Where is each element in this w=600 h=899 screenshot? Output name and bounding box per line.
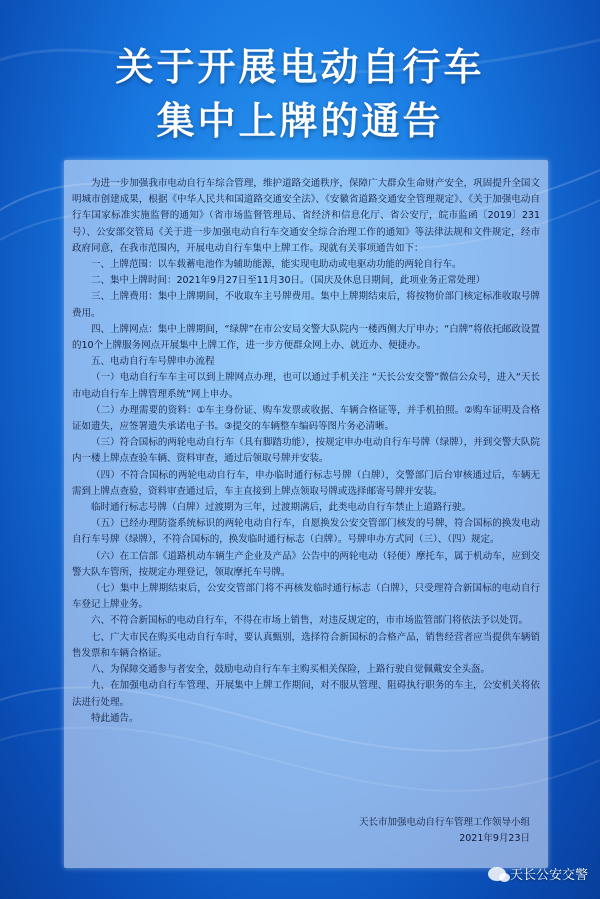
wechat-icon <box>488 867 506 881</box>
paragraph: （六）在工信部《道路机动车辆生产企业及产品》公告中的两轮电动（轻便）摩托车，属于机动车，应到交警大队车管所，按规定办理登记，领取摩托车号牌。 <box>72 550 540 578</box>
paragraph: 二、集中上牌时间：2021年9月27日至11月30日。（国庆及休息日期间，此项业务正常处理） <box>91 275 486 287</box>
paragraph: （四）不符合国标的两轮电动自行车，申办临时通行标志号牌（白牌），交警部门后台审核通过后，车辆无需到上牌点查验，资料审查通过后，车主直接到上牌点领取号牌或选择邮寄号牌并安装。 <box>72 469 540 497</box>
watermark-text: 天长公安交警 <box>509 868 588 883</box>
paragraph: （三）符合国标的两轮电动自行车（具有脚踏功能），按规定申办电动自行车号牌（绿牌），并到交警大队院内一楼上牌点查验车辆、资料审查，通过后领取号牌并安装。 <box>72 437 540 465</box>
paragraph: 临时通行标志号牌（白牌）过渡期为三年，过渡期满后，此类电动自行车禁止上道路行驶。 <box>91 502 472 514</box>
paragraph: 三、上牌费用：集中上牌期间，不收取车主号牌费用。集中上牌期结束后，将按物价部门核定标准收取号牌费用。 <box>72 291 540 319</box>
paragraph: 九、在加强电动自行车管理、开展集中上牌工作期间，对不服从管理、阻碍执行职务的车主，公安机关将依法进行处理。 <box>72 680 540 708</box>
page-title <box>0 40 600 148</box>
paragraph: 六、不符合新国标的电动自行车，不得在市场上销售，对违反规定的，市市场监管部门将依法予以处罚。 <box>91 615 529 627</box>
watermark <box>488 864 588 883</box>
title-line-2: 集中上牌的通告 <box>156 99 444 143</box>
paragraph: （五）已经办理防盗系统标识的两轮电动自行车，自愿换发公安交管部门核发的号牌，符合国标的换发电动自行车号牌（绿牌），不符合国标的，换发临时通行标志（白牌）。号牌申办方式同（三）、（四）规定。 <box>72 518 540 546</box>
paragraph: （二）办理需要的资料：①车主身份证、购车发票或收据、车辆合格证等，并手机拍照。②购车证明及合格证如遗失，应签署遗失承诺电子书。③提交的车辆整车编码等图片务必清晰。 <box>72 404 540 433</box>
signature-block <box>359 815 530 847</box>
signature-date: 2021年9月23日 <box>459 833 530 844</box>
title-line-1: 关于开展电动自行车 <box>115 45 485 89</box>
signature-org: 天长市加强电动自行车管理工作领导小组 <box>358 817 530 828</box>
paragraph: 四、上牌网点：集中上牌期间，“绿牌”在市公安局交警大队院内一楼西侧大厅申办；“白牌”将依托邮政设置的10个上牌服务网点开展集中上牌工作，进一步方便群众网上办、就近办、便捷办。 <box>72 323 540 352</box>
paragraph: 为进一步加强我市电动自行车综合管理，维护道路交通秩序，保障广大群众生命财产安全，巩固提升全国文明城市创建成果，根据《中华人民共和国道路交通安全法》、《安徽省道路交通安全管理规定》、《关于加强电动自行车国家标准实施监督的通知》（省市场监督管理局、省经济和信息化厅、省公安厅，皖市监函〔2019〕231号）、公安部交管局《关于进一步加强电动自行车交通安全综合治理工作的通知》等法律法规和文件规定，经市政府同意，在我市范围内，开展电动自行车集中上牌工作。现就有关事项通告如下： <box>72 178 540 254</box>
paragraph: 一、上牌范围：以车载蓄电池作为辅助能源，能实现电助动或电驱动功能的两轮自行车。 <box>91 259 462 271</box>
paragraph: （一）电动自行车车主可以到上牌网点办理，也可以通过手机关注 “天长公安交警”微信公众号，进入“天长市电动自行车上牌管理系统”网上申办。 <box>72 372 540 400</box>
paragraph: 八、为保障交通参与者安全，鼓励电动自行车车主购买相关保险，上路行驶自觉佩戴安全头盔。 <box>91 664 491 676</box>
paragraph: （七）集中上牌期结束后，公安交管部门将不再核发临时通行标志（白牌），只受理符合新国标的电动自行车登记上牌业务。 <box>72 583 540 611</box>
paragraph: 七、广大市民在购买电动自行车时，要认真甄别，选择符合新国标的合格产品，销售经营者应当提供车辆销售发票和车辆合格证。 <box>72 631 540 659</box>
notice-body <box>72 176 540 727</box>
paragraph: 特此通告。 <box>91 712 139 724</box>
paragraph: 五、电动自行车号牌申办流程 <box>91 356 215 368</box>
